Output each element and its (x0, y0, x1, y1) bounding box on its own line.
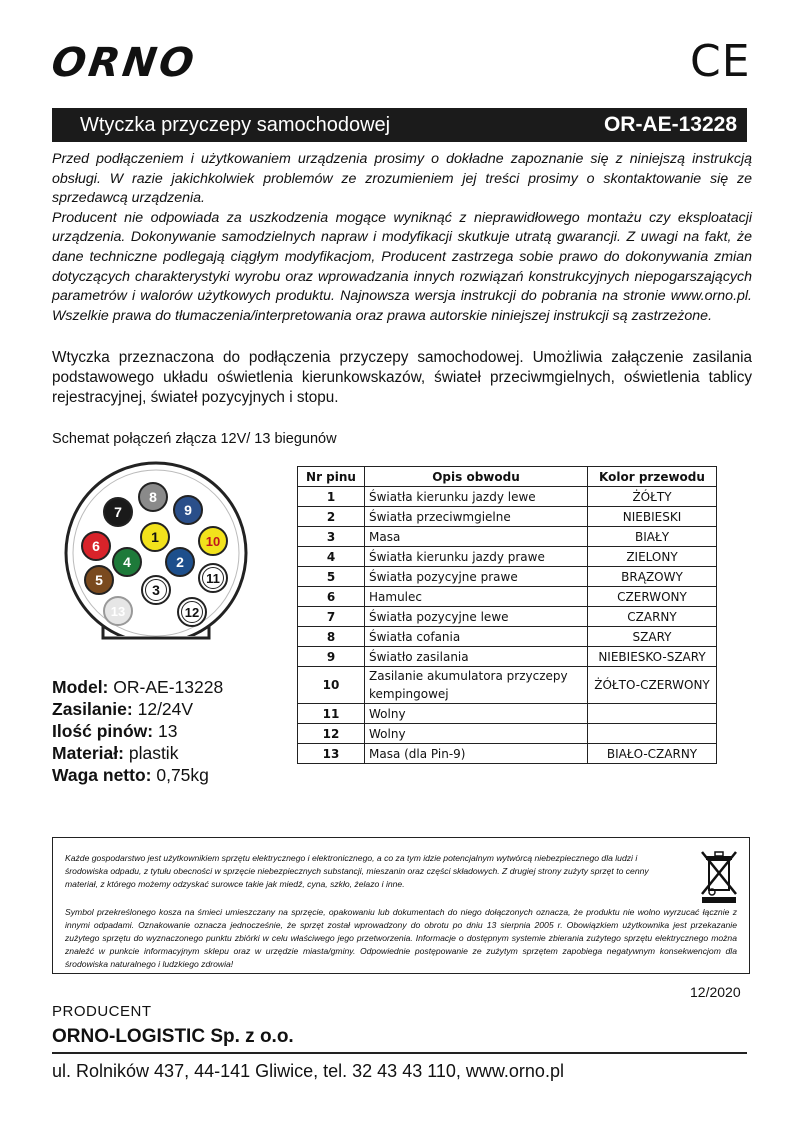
connector-pin-label: 13 (110, 604, 126, 619)
connector-pin-11 (199, 564, 227, 592)
connector-pin-12 (178, 598, 206, 626)
connector-pin-3 (142, 576, 170, 604)
table-row: 10 Zasilanie akumulatora przyczepy kempingowej ŻÓŁTO-CZERWONY (298, 667, 717, 704)
table-row: 5 Światła pozycyjne prawe BRĄZOWY (298, 567, 717, 587)
header-circuit: Opis obwodu (365, 467, 588, 487)
brand-logo: ORNO (48, 40, 200, 86)
connector-pin-label: 10 (205, 534, 221, 549)
connector-pin-label: 7 (114, 504, 122, 520)
schema-title: Schemat połączeń złącza 12V/ 13 biegunów (52, 431, 337, 447)
intro-text (52, 150, 752, 326)
divider (52, 1052, 747, 1054)
connector-pin-10 (199, 527, 227, 555)
connector-pin-label: 8 (149, 489, 157, 505)
connector-pin-label: 4 (123, 554, 131, 570)
connector-pins (82, 483, 227, 626)
spec-list (52, 676, 223, 786)
connector-pin-13 (104, 597, 132, 625)
table-row: 2 Światła przeciwmgielne NIEBIESKI (298, 507, 717, 527)
connector-pin-9 (174, 496, 202, 524)
product-description: Wtyczka przeznaczona do podłączenia przyczepy samochodowej. Umożliwia załączenie zasilania podstawowego układu oświetlenia kierunkowskazów, świateł przeciwmgielnych, oświetlenia tablicy rejestracyjnej, świateł pozycyjnych i stopu. (52, 349, 752, 406)
weee-notice (52, 837, 750, 974)
spec-material: Materiał: plastik (52, 743, 179, 763)
spec-weight: Waga netto: 0,75kg (52, 765, 209, 785)
product-code: OR-AE-13228 (603, 113, 737, 136)
producer-label: PRODUCENT (52, 1003, 152, 1020)
table-row: 12 Wolny (298, 724, 717, 744)
header-pin-number: Nr pinu (298, 467, 365, 487)
connector-pin-4 (113, 548, 141, 576)
connector-pin-label: 5 (95, 572, 103, 588)
pin-table (297, 466, 717, 764)
pin-table-header (298, 467, 717, 487)
connector-pin-5 (85, 566, 113, 594)
connector-pin-label: 11 (206, 571, 220, 586)
connector-pin-label: 9 (184, 502, 192, 518)
connector-pin-1 (141, 523, 169, 551)
ce-mark: CE (690, 36, 751, 87)
connector-pin-2 (166, 548, 194, 576)
connector-pin-8 (139, 483, 167, 511)
table-row: 6 Hamulec CZERWONY (298, 587, 717, 607)
table-row: 3 Masa BIAŁY (298, 527, 717, 547)
crossed-bin-icon (698, 848, 740, 904)
spec-pin-count: Ilość pinów: 13 (52, 721, 178, 741)
table-row: 11 Wolny (298, 704, 717, 724)
company-name: ORNO-LOGISTIC Sp. z o.o. (52, 1026, 294, 1047)
header-wire-color: Kolor przewodu (588, 467, 717, 487)
connector-pin-label: 6 (92, 538, 100, 554)
document-date: 12/2020 (690, 984, 741, 1000)
table-row: 9 Światło zasilania NIEBIESKO-SZARY (298, 647, 717, 667)
title-bar (52, 108, 747, 142)
connector-pin-label: 1 (151, 529, 159, 545)
spec-model: Model: OR-AE-13228 (52, 677, 224, 697)
product-title: Wtyczka przyczepy samochodowej (80, 114, 391, 136)
table-row: 8 Światła cofania SZARY (298, 627, 717, 647)
connector-diagram (56, 460, 256, 665)
connector-pin-6 (82, 532, 110, 560)
spec-power: Zasilanie: 12/24V (52, 699, 194, 719)
table-row: 4 Światła kierunku jazdy prawe ZIELONY (298, 547, 717, 567)
connector-pin-7 (104, 498, 132, 526)
intro-paragraph: Producent nie odpowiada za uszkodzenia mogące wyniknąć z nieprawidłowego montażu czy eksploatacji urządzenia. Dokonywanie samodzielnych napraw i modyfikacji skutkuje utratą gwarancji. Z uwagi na fakt, że dane techniczne podlegają ciągłym modyfikacjom, Producent zastrzega sobie prawo do dokonywania zmian dotyczących charakterystyki wyrobu oraz wprowadzania innych rozwiązań konstrukcyjnych niepogarszających parametrów i walorów użytkowych produktu. Najnowsza wersja instrukcji do pobrania na stronie www.orno.pl. Wszelkie prawa do tłumaczenia/interpretowania oraz prawa autorskie niniejszej instrukcji są zastrzeżone. (52, 209, 752, 324)
company-address: ul. Rolników 437, 44-141 Gliwice, tel. 32 43 43 110, www.orno.pl (52, 1061, 564, 1081)
weee-paragraph: Symbol przekreślonego kosza na śmieci umieszczany na sprzęcie, opakowaniu lub dokumentach do niego dołączonych oznacza, że produktu nie wolno wyrzucać łącznie z innymi odpadami. Oznakowanie oznacza jednocześnie, że sprzęt został wprowadzony do obrotu po dniu 13 sierpnia 2005 r. Obowiązkiem użytkownika jest przekazanie zużytego sprzętu do wyznaczonego punktu zbiórki w celu właściwego jego przetworzenia. Informacje o dostępnym systemie zbierania zużytego sprzętu elektrycznego można znaleźć w punkcie informacyjnym sklepu oraz w urzędzie miasta/gminy. Odpowiednie postępowanie ze zużytym sprzętem zapobiega negatywnym konsekwencjom dla środowiska naturalnego i ludzkiego zdrowia! (65, 907, 737, 969)
intro-paragraph: Przed podłączeniem i użytkowaniem urządzenia prosimy o dokładne zapoznanie się z niniejszą instrukcją obsługi. W razie jakichkolwiek problemów ze zrozumieniem jej treści prosimy o skontaktowanie się ze sprzedawcą urządzenia. (52, 151, 752, 207)
connector-pin-label: 12 (184, 605, 200, 620)
connector-pin-label: 2 (176, 554, 184, 570)
table-row: 13 Masa (dla Pin-9) BIAŁO-CZARNY (298, 744, 717, 764)
table-row: 7 Światła pozycyjne lewe CZARNY (298, 607, 717, 627)
table-row: 1 Światła kierunku jazdy lewe ŻÓŁTY (298, 487, 717, 507)
connector-pin-label: 3 (152, 582, 160, 598)
weee-paragraph: Każde gospodarstwo jest użytkownikiem sprzętu elektrycznego i elektronicznego, a co za tym idzie potencjalnym wytwórcą niebezpiecznego dla ludzi i środowiska odpadu, z tytułu obecności w sprzęcie niebezpiecznych substancji, mieszanin oraz części składowych. Z drugiej strony zużyty sprzęt to cenny materiał, z którego możemy odzyskać surowce takie jak miedź, cyna, szkło, żelazo i inne. (65, 853, 649, 889)
